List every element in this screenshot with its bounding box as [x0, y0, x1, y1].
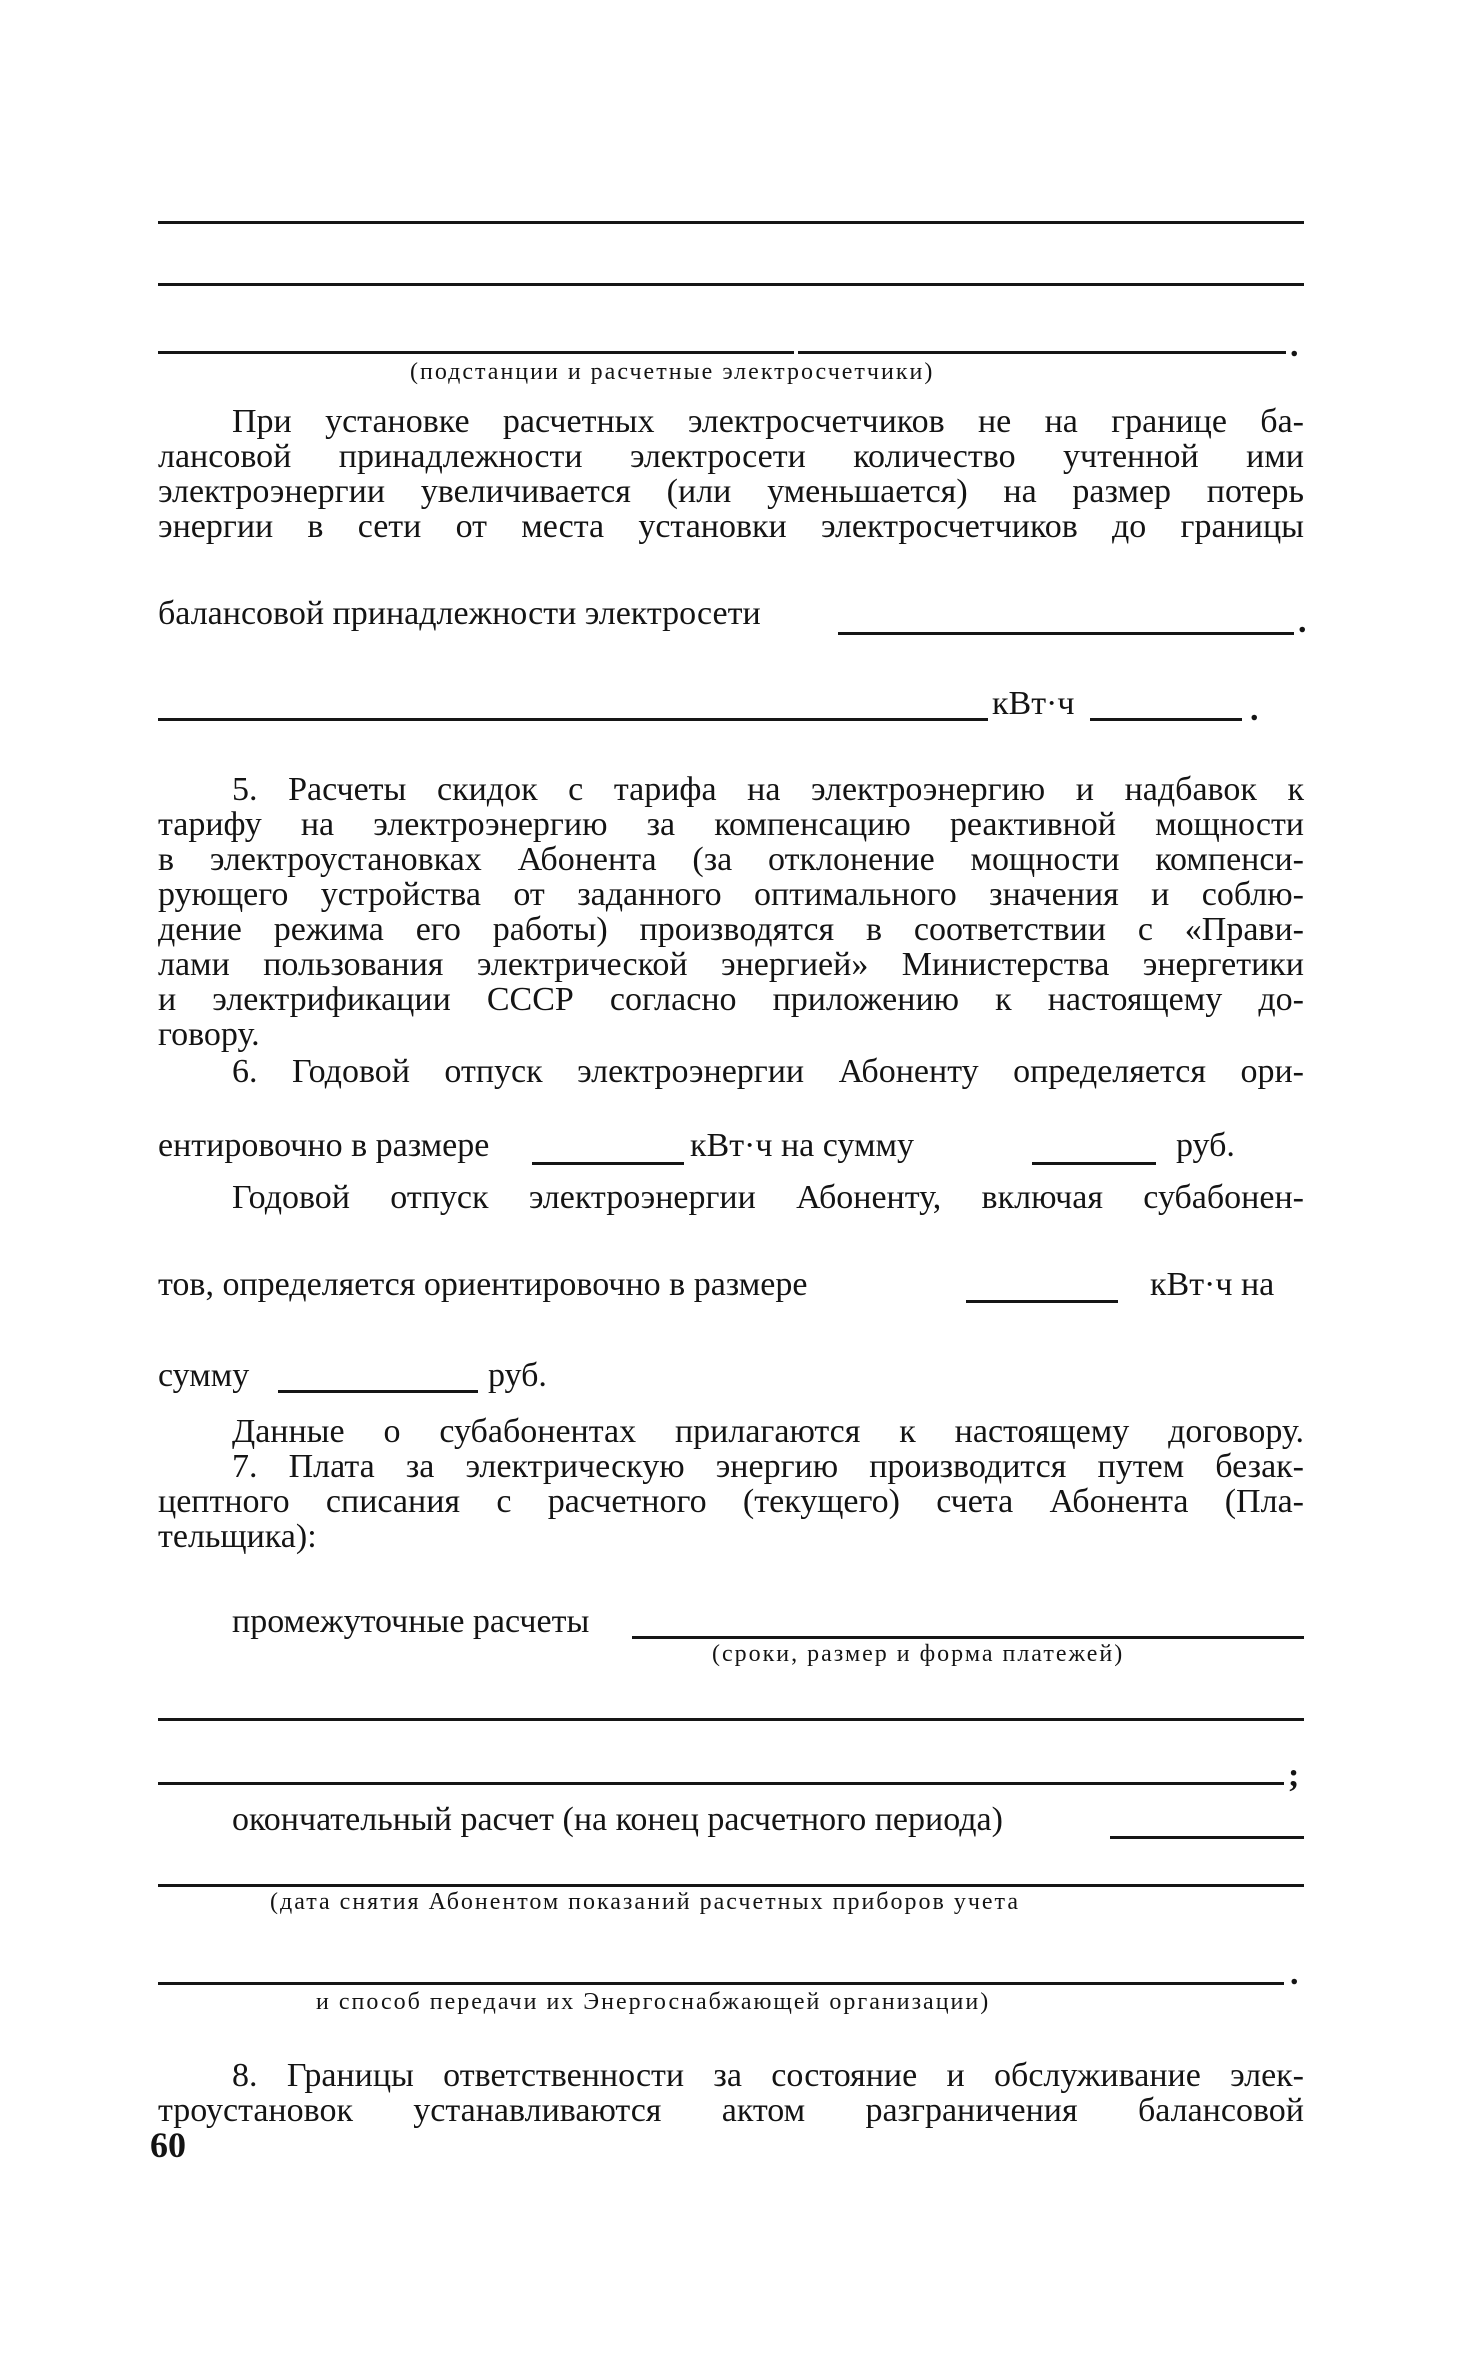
losses-unit-blank [1090, 718, 1242, 721]
item6-sub-amount-blank [966, 1300, 1118, 1303]
losses-line-3: электроэнергии увеличивается (или уменьшается) на размер потерь [158, 473, 1304, 510]
substation-caption: (подстанции и расчетные электросчетчики) [410, 359, 935, 385]
losses-line-1: При установке расчетных электросчетчиков не на границе ба- [232, 403, 1304, 440]
item6-sum-blank [1032, 1162, 1156, 1165]
item6-sub-line-3-part1: сумму [158, 1357, 250, 1394]
final-caption-2: и способ передачи их Энергоснабжающей организации) [316, 1989, 991, 2015]
final-caption-1: (дата снятия Абонентом показаний расчетных приборов учета [270, 1889, 1020, 1915]
intermediate-blank-line-3 [158, 1782, 1284, 1785]
item5-line-7: и электрификации СССР согласно приложению к настоящему до- [158, 981, 1304, 1018]
intermediate-blank [632, 1636, 1304, 1639]
item8-line-1: 8. Границы ответственности за состояние и обслуживание элек- [232, 2057, 1304, 2094]
losses-line-2: лансовой принадлежности электросети количество учтенной ими [158, 438, 1304, 475]
substation-blank-line-3b [798, 351, 1286, 354]
item5-line-4: рующего устройства от заданного оптимального значения и соблю- [158, 876, 1304, 913]
losses-line-5: балансовой принадлежности электросети [158, 595, 761, 632]
item7-line-3: тельщика): [158, 1518, 317, 1555]
item7-line-2: цептного списания с расчетного (текущего) счета Абонента (Пла- [158, 1483, 1304, 1520]
intermediate-blank-line-2 [158, 1718, 1304, 1721]
item6-line-2-part3: руб. [1176, 1127, 1235, 1164]
item6-line-2-part2: кВт·ч на сумму [690, 1127, 914, 1164]
intermediate-caption: (сроки, размер и форма платежей) [712, 1641, 1125, 1667]
item5-line-2: тарифу на электроэнергию за компенсацию реактивной мощности [158, 806, 1304, 843]
period-mark: . [1290, 327, 1299, 364]
item8-line-2: троустановок устанавливаются актом разграничения балансовой [158, 2092, 1304, 2129]
item6-amount-blank [532, 1162, 684, 1165]
losses-line-4: энергии в сети от места установки электросчетчиков до границы [158, 508, 1304, 545]
item6-line-1: 6. Годовой отпуск электроэнергии Абоненту определяется ори- [232, 1053, 1304, 1090]
intermediate-label: промежуточные расчеты [232, 1603, 590, 1640]
period-mark: . [1290, 1955, 1299, 1992]
final-blank-line-2 [158, 1884, 1304, 1887]
period-mark: . [1298, 603, 1307, 640]
semicolon-mark: ; [1288, 1757, 1300, 1794]
final-label: окончательный расчет (на конец расчетного периода) [232, 1801, 1003, 1838]
item5-line-3: в электроустановках Абонента (за отклонение мощности компенси- [158, 841, 1304, 878]
item6-sub-sum-blank [278, 1390, 478, 1393]
final-blank [1110, 1836, 1304, 1839]
substation-blank-line-2 [158, 283, 1304, 286]
losses-unit: кВт·ч [992, 685, 1075, 722]
page-number: 60 [150, 2125, 186, 2165]
item6-sub-line-2-part1: тов, определяется ориентировочно в размере [158, 1266, 808, 1303]
item6-line-2-part1: ентировочно в размере [158, 1127, 490, 1164]
item7-line-1: 7. Плата за электрическую энергию производится путем безак- [232, 1448, 1304, 1485]
item5-line-5: дение режима его работы) производятся в соответствии с «Прави- [158, 911, 1304, 948]
period-mark: . [1250, 691, 1259, 728]
item6-sub-line-3-part2: руб. [488, 1357, 547, 1394]
final-blank-line-3 [158, 1982, 1284, 1985]
substation-blank-line-1 [158, 221, 1304, 224]
losses-blank-line [838, 632, 1294, 635]
substation-blank-line-3a [158, 351, 794, 354]
item5-line-6: лами пользования электрической энергией» Министерства энергетики [158, 946, 1304, 983]
item5-line-1: 5. Расчеты скидок с тарифа на электроэнергию и надбавок к [232, 771, 1304, 808]
losses-value-blank [158, 718, 988, 721]
subscribers-note: Данные о субабонентах прилагаются к настоящему договору. [232, 1413, 1304, 1450]
item6-sub-line-1: Годовой отпуск электроэнергии Абоненту, включая субабонен- [232, 1179, 1304, 1216]
item5-line-8: говору. [158, 1016, 260, 1053]
item6-sub-line-2-part2: кВт·ч на [1150, 1266, 1275, 1303]
